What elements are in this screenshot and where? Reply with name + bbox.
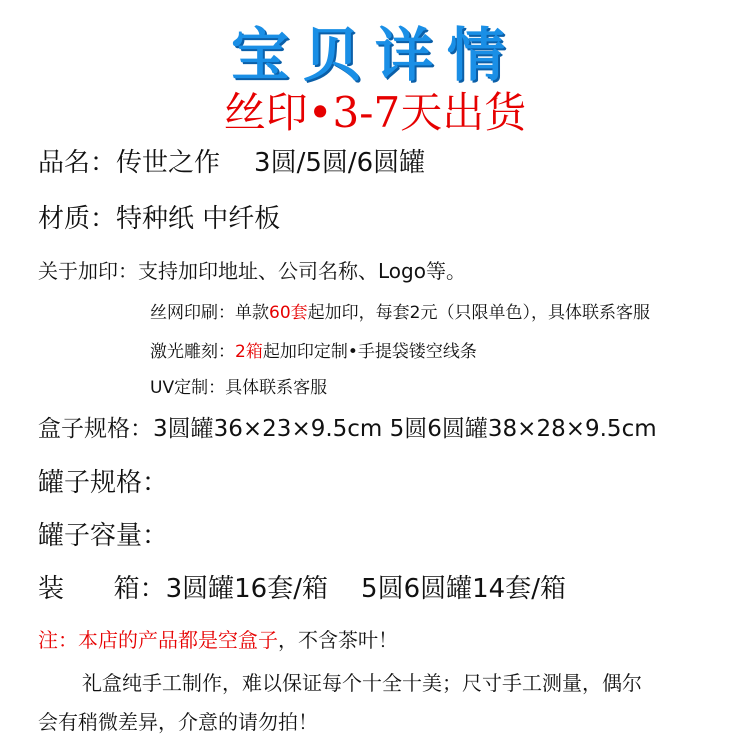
- screen-print-prefix: 丝网印刷：单款: [150, 303, 269, 323]
- jar-spec-row: [38, 462, 168, 499]
- laser-row: [150, 337, 477, 362]
- laser-suffix: 起加印定制•手提袋镂空线条: [262, 342, 477, 362]
- product-name-value: 传世之作: [116, 148, 221, 178]
- packing-row: [38, 568, 566, 605]
- disclaimer-line-2: 会有稍微差异，介意的请勿拍！: [38, 710, 318, 734]
- jar-capacity-row: [38, 515, 168, 552]
- page-title: 宝贝详情: [230, 21, 519, 89]
- product-name-sizes: 3圆/5圆/6圆罐: [254, 148, 426, 178]
- printing-label: 关于加印：: [38, 259, 138, 283]
- jar-capacity-label: 罐子容量：: [38, 521, 169, 551]
- notice-suffix: ，不含茶叶！: [278, 628, 398, 652]
- material-value: 特种纸 中纤板: [116, 204, 281, 234]
- notice-prefix: 注：: [38, 628, 78, 652]
- product-name-row: [38, 142, 425, 179]
- packing-value: 3圆罐16套/箱 5圆6圆罐14套/箱: [165, 574, 566, 604]
- laser-qty: 2箱: [235, 342, 263, 362]
- box-spec-value: 3圆罐36×23×9.5cm 5圆6圆罐38×28×9.5cm: [153, 416, 657, 442]
- jar-spec-label: 罐子规格：: [38, 468, 169, 498]
- material-label: 材质：: [38, 204, 117, 234]
- laser-prefix: 激光雕刻：: [150, 342, 235, 362]
- screen-print-qty: 60套: [269, 303, 308, 323]
- disclaimer-line-1: 礼盒纯手工制作，难以保证每个十全十美；尺寸手工测量，偶尔: [82, 671, 642, 695]
- notice-row: [38, 624, 398, 653]
- notice-red-text: 本店的产品都是空盒子: [78, 628, 278, 652]
- box-spec-label: 盒子规格：: [38, 416, 153, 442]
- screen-print-row: [150, 298, 650, 323]
- printing-row: [38, 255, 466, 284]
- product-name-label: 品名：: [38, 148, 117, 178]
- printing-value: 支持加印地址、公司名称、Logo等。: [138, 259, 466, 283]
- uv-row: UV定制：具体联系客服: [150, 378, 328, 398]
- screen-print-suffix: 起加印，每套2元（只限单色），具体联系客服: [307, 303, 650, 323]
- packing-label: 装 箱：: [38, 574, 166, 604]
- material-row: [38, 198, 280, 235]
- page-subtitle: 丝印•3-7天出货: [223, 88, 527, 137]
- box-spec-row: [38, 410, 657, 443]
